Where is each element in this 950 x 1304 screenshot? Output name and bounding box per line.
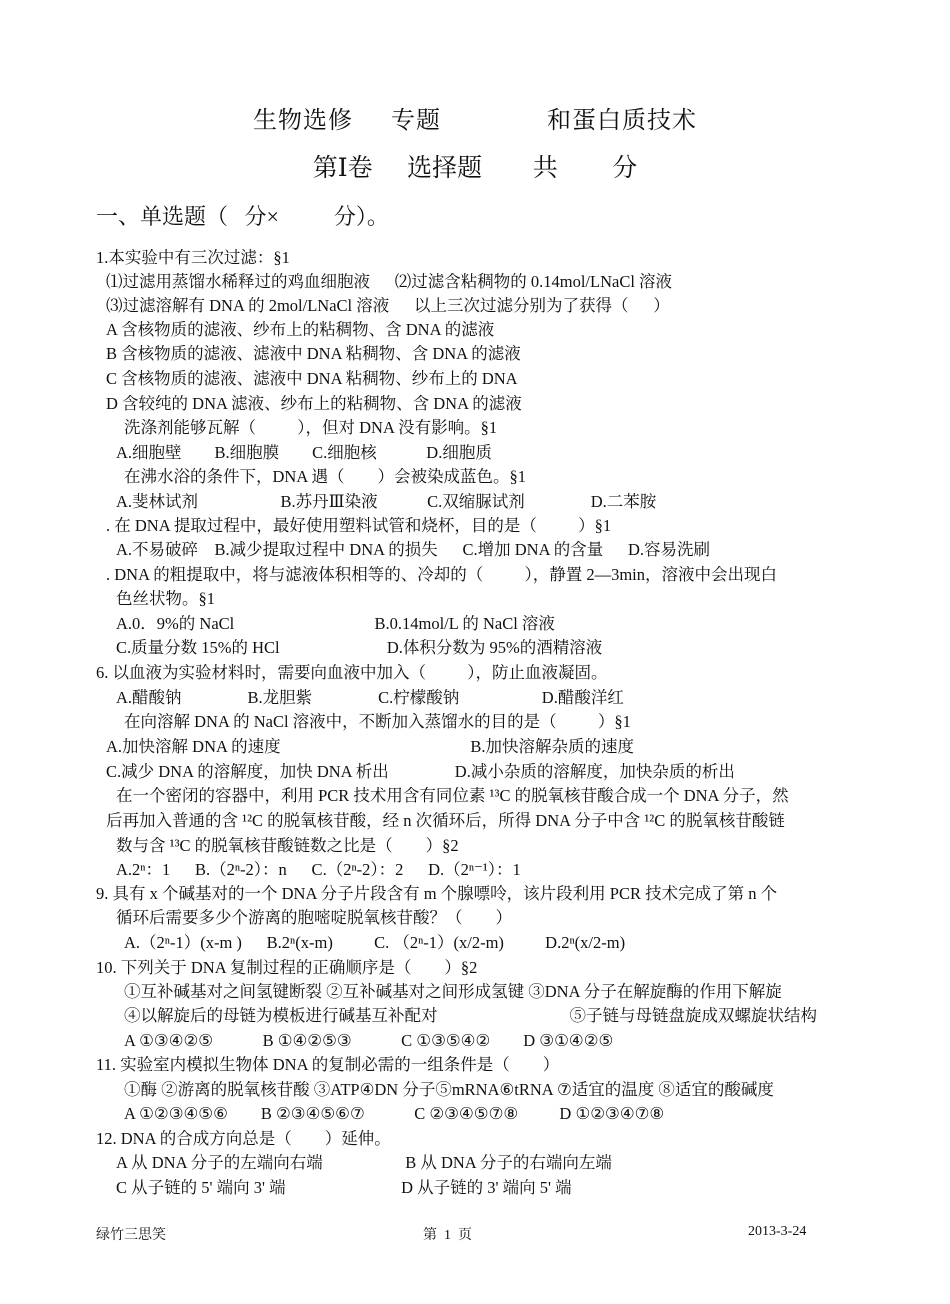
subtitle-part: 选择题 (407, 155, 483, 182)
question-line: 11. 实验室内模拟生物体 DNA 的复制必需的一组条件是（ ） (96, 1055, 560, 1074)
question-line: 10. 下列关于 DNA 复制过程的正确顺序是（ ）§2 (96, 958, 478, 977)
question-line: A.斐林试剂 B.苏丹Ⅲ染液 C.双缩脲试剂 D.二苯胺 (116, 492, 657, 511)
question-line: 1.本实验中有三次过滤：§1 (96, 248, 290, 267)
footer-left: 绿竹三思笑 (96, 1228, 166, 1243)
document-title (0, 100, 950, 135)
title-part: 专题 (391, 108, 441, 134)
question-line: 后再加入普通的含 ¹²C 的脱氧核苷酸，经 n 次循环后，所得 DNA 分子中含 ¹²C 的脱氧核苷酸链 (106, 811, 785, 830)
question-line: ④以解旋后的母链为模板进行碱基互补配对 ⑤子链与母链盘旋成双螺旋状结构 (124, 1006, 817, 1025)
question-line: C 含核物质的滤液、滤液中 DNA 粘稠物、纱布上的 DNA (106, 369, 518, 388)
question-line: 9. 具有 x 个碱基对的一个 DNA 分子片段含有 m 个腺嘌呤，该片段利用 PCR 技术完成了第 n 个 (96, 884, 778, 903)
question-line: A.0．9%的 NaCl B.0.14mol/L 的 NaCl 溶液 (116, 614, 555, 633)
question-line: A.不易破碎 B.减少提取过程中 DNA 的损失 C.增加 DNA 的含量 D.容易洗刷 (116, 540, 711, 559)
question-line: 6. 以血液为实验材料时，需要向血液中加入（ ），防止血液凝固。 (96, 663, 608, 682)
question-line: . DNA 的粗提取中，将与滤液体积相等的、冷却的（ ），静置 2—3min，溶液中会出现白 (106, 565, 778, 584)
footer-center: 第 1 页 (423, 1228, 472, 1243)
question-line: . 在 DNA 提取过程中，最好使用塑料试管和烧杯，目的是（ ）§1 (106, 516, 612, 535)
subtitle-part: 共 (532, 155, 558, 182)
question-line: A 含核物质的滤液、纱布上的粘稠物、含 DNA 的滤液 (106, 320, 495, 339)
subtitle-part: 分 (612, 155, 638, 182)
question-line: C.减少 DNA 的溶解度，加快 DNA 析出 D.减小杂质的溶解度，加快杂质的析出 (106, 762, 735, 781)
question-line: A.细胞壁 B.细胞膜 C.细胞核 D.细胞质 (116, 443, 492, 462)
question-line: ①互补碱基对之间氢键断裂 ②互补碱基对之间形成氢键 ③DNA 分子在解旋酶的作用下解旋 (124, 982, 782, 1001)
subtitle-part: 第Ⅰ卷 (312, 155, 373, 182)
question-line: B 含核物质的滤液、滤液中 DNA 粘稠物、含 DNA 的滤液 (106, 344, 521, 363)
question-line: 12. DNA 的合成方向总是（ ）延伸。 (96, 1129, 391, 1148)
question-line: 在沸水浴的条件下，DNA 遇（ ）会被染成蓝色。§1 (124, 467, 526, 486)
question-line: C 从子链的 5' 端向 3' 端 D 从子链的 3' 端向 5' 端 (116, 1178, 572, 1197)
question-line: A 从 DNA 分子的左端向右端 B 从 DNA 分子的右端向左端 (116, 1153, 612, 1172)
question-line: 循环后需要多少个游离的胞嘧啶脱氧核苷酸？（ ） (116, 908, 512, 927)
title-part: 生物选修 (253, 108, 353, 134)
question-line: A ①③④②⑤ B ①④②⑤③ C ①③⑤④② D ③①④②⑤ (124, 1031, 614, 1050)
question-line: A.加快溶解 DNA 的速度 B.加快溶解杂质的速度 (106, 737, 635, 756)
question-line: A.2ⁿ：1 B.（2ⁿ-2）：n C.（2ⁿ-2）：2 D.（2ⁿ⁻¹）：1 (116, 860, 521, 879)
question-line: 洗涤剂能够瓦解（ ），但对 DNA 没有影响。§1 (124, 418, 498, 437)
question-line: ⑶过滤溶解有 DNA 的 2mol/LNaCl 溶液 以上三次过滤分别为了获得（ ） (106, 296, 670, 315)
document-subtitle (0, 148, 950, 184)
question-line: A.（2ⁿ-1）(x-m ) B.2ⁿ(x-m) C. （2ⁿ-1）(x/2-m) D.2ⁿ(x/2-m) (124, 933, 626, 952)
question-line: C.质量分数 15%的 HCl D.体积分数为 95%的酒精溶液 (116, 638, 603, 657)
question-line: A.醋酸钠 B.龙胆紫 C.柠檬酸钠 D.醋酸洋红 (116, 688, 624, 707)
section-heading: 一、单选题（ 分× 分）。 (96, 204, 389, 229)
question-line: ①酶 ②游离的脱氧核苷酸 ③ATP④DN 分子⑤mRNA⑥tRNA ⑦适宜的温度 ⑧适宜的酸碱度 (124, 1080, 774, 1099)
footer-right: 2013-3-24 (748, 1224, 807, 1239)
question-line: D 含较纯的 DNA 滤液、纱布上的粘稠物、含 DNA 的滤液 (106, 394, 522, 413)
question-line: 色丝状物。§1 (116, 589, 215, 608)
question-line: ⑴过滤用蒸馏水稀释过的鸡血细胞液 ⑵过滤含粘稠物的 0.14mol/LNaCl 溶液 (106, 272, 673, 291)
question-line: 数与含 ¹³C 的脱氧核苷酸链数之比是（ ）§2 (116, 836, 459, 855)
question-line: A ①②③④⑤⑥ B ②③④⑤⑥⑦ C ②③④⑤⑦⑧ D ①②③④⑦⑧ (124, 1104, 665, 1123)
question-line: 在一个密闭的容器中，利用 PCR 技术用含有同位素 ¹³C 的脱氧核苷酸合成一个 DNA 分子，然 (116, 786, 789, 805)
title-part: 和蛋白质技术 (547, 108, 697, 134)
question-line: 在向溶解 DNA 的 NaCl 溶液中，不断加入蒸馏水的目的是（ ）§1 (124, 712, 631, 731)
